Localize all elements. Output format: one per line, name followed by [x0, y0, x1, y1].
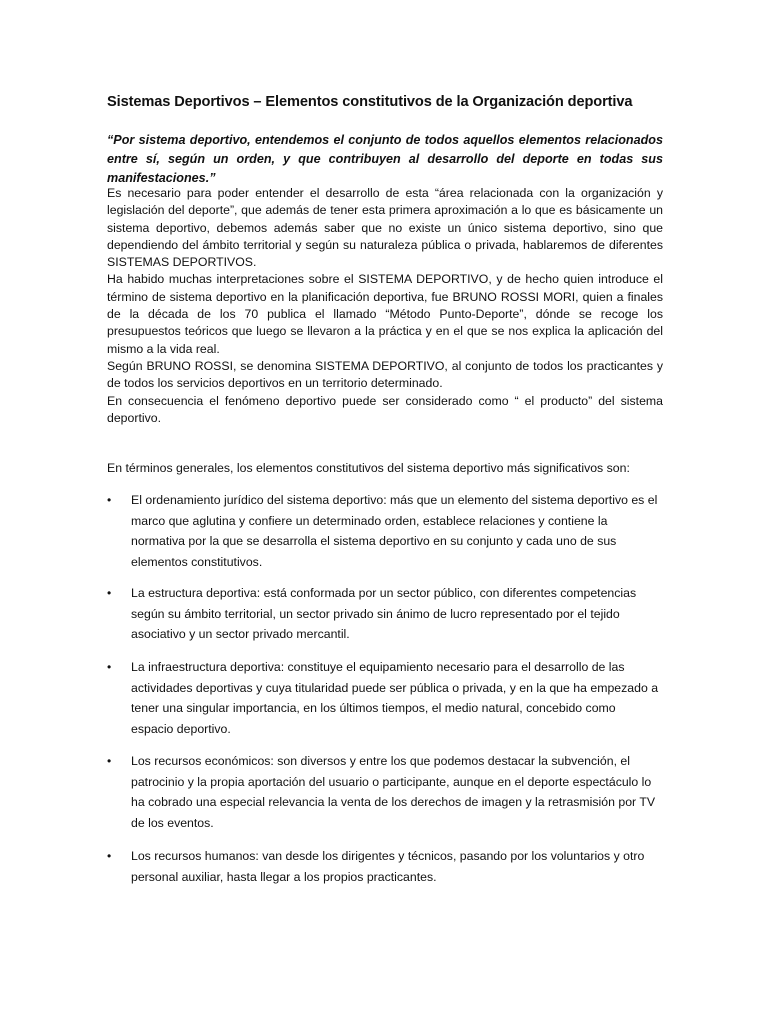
list-item-text: La infraestructura deportiva: constituye el equipamiento necesario para el desarrollo de las actividades deportivas y cuya titularidad puede ser pública o privada, y en la que ha empezado a tener una singular importancia, en los últimos tiempos, el medio natural, concebido como espacio deportivo. — [131, 660, 659, 736]
paragraph: Es necesario para poder entender el desarrollo de esta “área relacionada con la organización y legislación del deporte”, que además de tener esta primera aproximación a lo que es básicamente un sistema deportivo, debemos además saber que no existe un único sistema deportivo, sino que dependiendo del ámbito territorial y según su naturaleza pública o privada, hablaremos de diferentes SISTEMAS DEPORTIVOS. — [107, 186, 663, 270]
bullet-icon: • — [107, 493, 112, 507]
definition-quote: “Por sistema deportivo, entendemos el conjunto de todos aquellos elementos relacionados entre sí, según un orden, y que contribuyen al desarrollo del deporte en todas sus manifestaciones.” — [107, 133, 663, 185]
paragraph: Ha habido muchas interpretaciones sobre el SISTEMA DEPORTIVO, y de hecho quien introduce el término de sistema deportivo en la planificación deportiva, fue BRUNO ROSSI MORI, quien a finales de la década de los 70 publica el llamado “Método Punto-Deporte”, dónde se recoge los presupuestos teóricos que luego se llevaron a la práctica y en el que se nos explica la aplicación del mismo a la vida real. — [107, 272, 663, 356]
document-title: Sistemas Deportivos – Elementos constitutivos de la Organización deportiva — [107, 94, 633, 110]
list-item-text: La estructura deportiva: está conformada por un sector público, con diferentes competencias según su ámbito territorial, un sector privado sin ánimo de lucro representado por el tejido asociativo y un sector privado mercantil. — [131, 586, 637, 641]
list-item-text: Los recursos económicos: son diversos y entre los que podemos destacar la subvención, el patrocinio y la propia aportación del usuario o participante, aunque en el deporte espectáculo lo ha cobrado una especial relevancia la venta de los derechos de imagen y la retrasmisión por TV de los eventos. — [131, 754, 656, 830]
list-intro: En términos generales, los elementos constitutivos del sistema deportivo más significativos son: — [107, 461, 630, 475]
paragraph: Según BRUNO ROSSI, se denomina SISTEMA DEPORTIVO, al conjunto de todos los practicantes y de todos los servicios deportivos en un territorio determinado. — [107, 358, 663, 391]
list-item-text: Los recursos humanos: van desde los dirigentes y técnicos, pasando por los voluntarios y otro personal auxiliar, hasta llegar a los propios practicantes. — [131, 849, 645, 884]
bullet-icon: • — [107, 660, 112, 674]
bullet-icon: • — [107, 586, 112, 600]
paragraph: En consecuencia el fenómeno deportivo puede ser considerado como “ el producto” del sistema deportivo. — [107, 393, 663, 425]
bullet-icon: • — [107, 849, 112, 863]
list-item-text: El ordenamiento jurídico del sistema deportivo: más que un elemento del sistema deportivo es el marco que aglutina y confiere un determinado orden, establece relaciones y contiene la normativa por la que se desarrolla el sistema deportivo en su conjunto y cada uno de sus elementos constitutivos. — [131, 493, 658, 569]
bullet-icon: • — [107, 754, 112, 768]
body-paragraphs — [107, 185, 663, 427]
